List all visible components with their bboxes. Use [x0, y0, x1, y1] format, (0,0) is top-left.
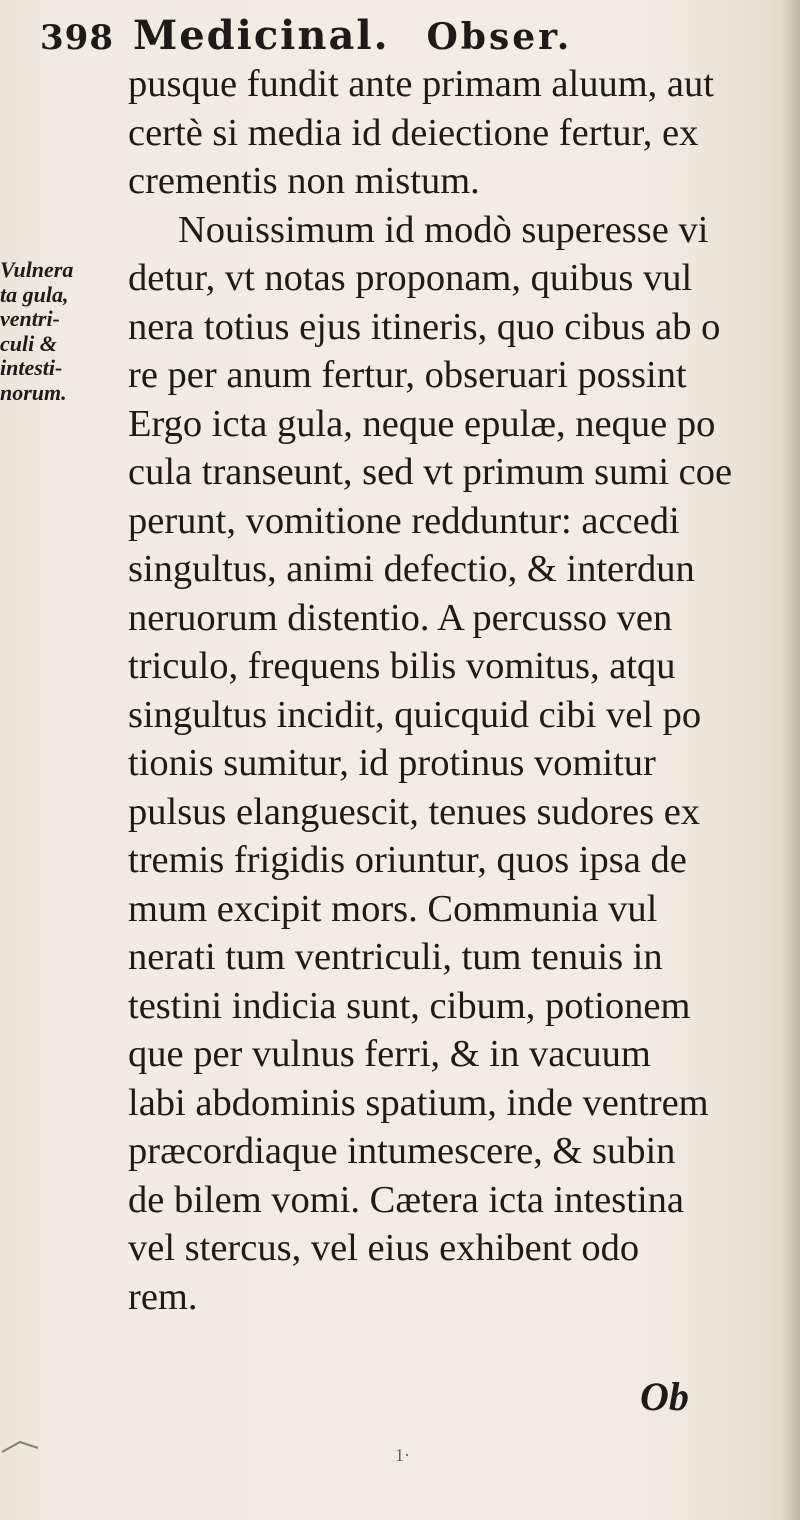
text-line: rem. [128, 1275, 198, 1318]
text-line: detur, vt notas proponam, quibus vul [128, 257, 693, 299]
body-text [128, 60, 800, 1321]
marginal-note-line: Vulnera [0, 257, 74, 282]
text-line: Nouissimum id modò superesse vi [178, 208, 709, 251]
text-line: crementis non mistum. [128, 160, 480, 202]
corner-fold-mark [0, 1438, 40, 1454]
text-line: singultus, animi defectio, & interdun [128, 548, 695, 590]
text-line: singultus incidit, quicquid cibi vel po [128, 693, 702, 736]
catchword: Ob [640, 1374, 689, 1419]
marginal-note-line: norum. [0, 379, 67, 405]
marginal-note-line: culi & [0, 330, 57, 356]
text-line: nerati tum ventriculi, tum tenuis in [128, 936, 663, 978]
stray-ink-mark: 1· [395, 1445, 410, 1465]
text-line: vel stercus, vel eius exhibent odo [128, 1227, 640, 1269]
text-line: nera totius ejus itineris, quo cibus ab o [128, 305, 721, 348]
text-line: labi abdominis spatium, inde ventrem [128, 1081, 709, 1124]
page-header [40, 4, 780, 68]
text-line: de bilem vomi. Cætera icta intestina [128, 1178, 684, 1221]
text-line: cula transeunt, sed vt primum sumi coe [128, 451, 733, 493]
page-number: 398 [40, 18, 114, 58]
text-line: re per anum fertur, obseruari possint [128, 354, 687, 396]
marginal-note-line: ventri- [0, 306, 60, 331]
text-line: certè si media id deiectione fertur, ex [128, 111, 699, 154]
text-line: que per vulnus ferri, & in vacuum [128, 1033, 651, 1075]
text-line: pusque fundit ante primam aluum, aut [128, 63, 714, 105]
text-line: triculo, frequens bilis vomitus, atqu [128, 645, 676, 687]
text-line: tremis frigidis oriuntur, quos ipsa de [128, 839, 687, 881]
text-line: Ergo icta gula, neque epulæ, neque po [128, 402, 716, 445]
text-line: testini indicia sunt, cibum, potionem [128, 984, 691, 1027]
text-line: tionis sumitur, id protinus vomitur [128, 742, 656, 784]
running-head: Medicinal. [132, 12, 390, 59]
marginal-note [0, 258, 122, 405]
running-head-section: Obser. [426, 16, 573, 58]
marginal-note-line: intesti- [0, 355, 63, 380]
text-line: præcordiaque intumescere, & subin [128, 1130, 676, 1172]
text-line: pulsus elanguescit, tenues sudores ex [128, 790, 701, 833]
text-line: perunt, vomitione redduntur: accedi [128, 499, 680, 542]
text-line: mum excipit mors. Communia vul [128, 887, 658, 930]
marginal-note-line: ta gula, [0, 281, 69, 307]
text-line: neruorum distentio. A percusso ven [128, 596, 673, 639]
